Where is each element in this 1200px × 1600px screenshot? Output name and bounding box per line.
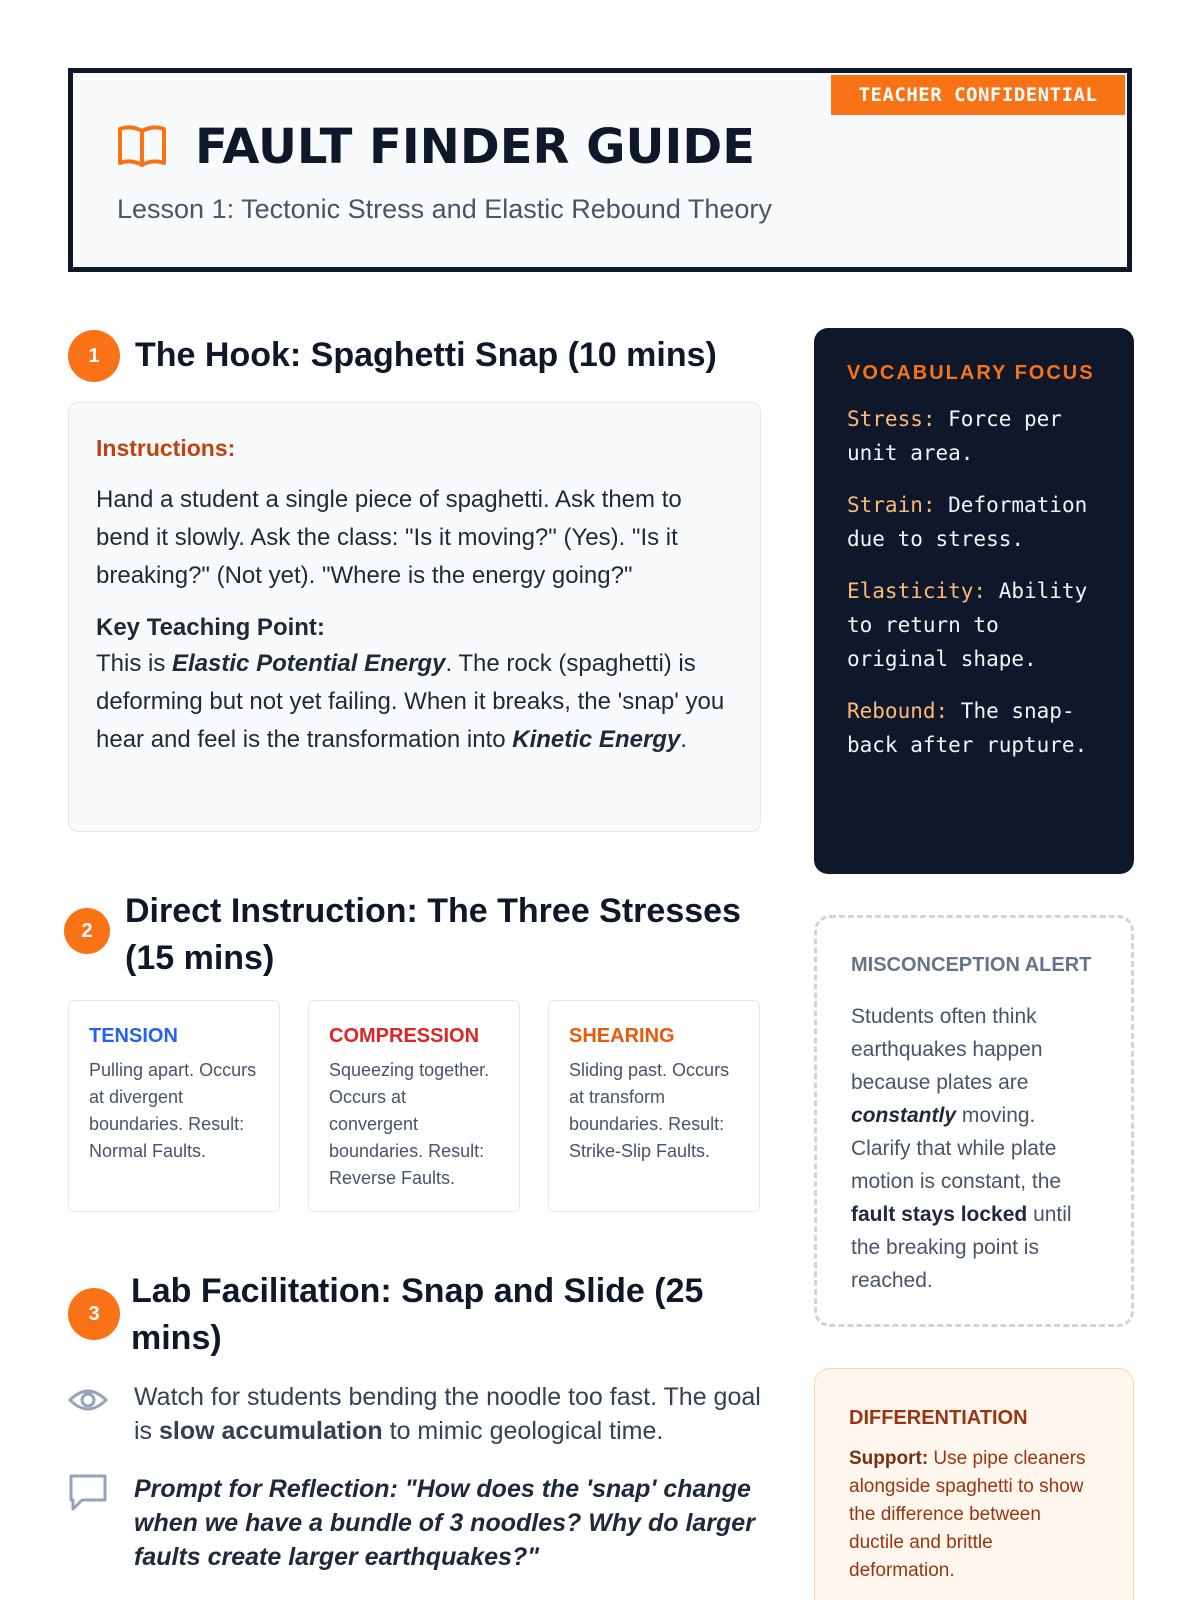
stress-title: TENSION [89,1025,178,1047]
page-title: FAULT FINDER GUIDE [195,119,756,175]
vocab-item-strain: Strain: Deformation due to stress. [847,493,1088,551]
vocabulary-panel [814,328,1134,874]
differentiation-panel [814,1368,1134,1600]
stress-card-tension [68,1000,280,1212]
section-1-title: The Hook: Spaghetti Snap (10 mins) [135,336,717,374]
instructions-text: Hand a student a single piece of spaghetti. Ask them to bend it slowly. Ask the class: "Is it moving?" (Yes). "Is it breaking?" (Not yet). "Where is the energy going?" [96,486,682,589]
hook-instructions-card [68,402,761,832]
misconception-alert [814,915,1134,1327]
watch-text: Watch for students bending the noodle too fast. The goal is slow accumulation to mimic geological time. [134,1383,761,1445]
reflection-prompt-text: Prompt for Reflection: "How does the 'snap' change when we have a bundle of 3 noodles? Why do larger faults create larger earthquakes?" [134,1475,755,1571]
vocab-item-stress: Stress: Force per unit area. [847,407,1062,465]
teacher-confidential-badge: TEACHER CONFIDENTIAL [831,75,1125,115]
stress-description: Squeezing together. Occurs at convergent boundaries. Result: Reverse Faults. [329,1060,490,1188]
stress-card-shearing [548,1000,760,1212]
stress-description: Pulling apart. Occurs at divergent boundaries. Result: Normal Faults. [89,1060,257,1161]
eye-icon [68,1380,108,1420]
vocab-item-elasticity: Elasticity: Ability to return to original shape. [847,579,1088,671]
vocabulary-title: VOCABULARY FOCUS [847,362,1095,384]
slow-accumulation-emphasis: slow accumulation [159,1417,383,1445]
guide-header [68,68,1132,272]
differentiation-title: DIFFERENTIATION [849,1407,1028,1429]
step-2-badge: 2 [64,908,110,954]
kinetic-energy-term: Kinetic Energy [512,726,681,753]
book-icon [117,125,167,171]
key-point-text: This is Elastic Potential Energy. The rock (spaghetti) is deforming but not yet failing. When it breaks, the 'snap' you hear and feel is the transformation into Kinetic Energy. [96,650,725,753]
stress-title: COMPRESSION [329,1025,480,1047]
lab-reflection-prompt [68,1472,768,1582]
lab-watch-note [68,1380,768,1456]
instructions-label: Instructions: [96,435,236,461]
section-3-title: Lab Facilitation: Snap and Slide (25 mins) [131,1272,704,1357]
page-subtitle: Lesson 1: Tectonic Stress and Elastic Rebound Theory [117,194,772,224]
stress-card-compression [308,1000,520,1212]
misconception-title: MISCONCEPTION ALERT [851,954,1092,976]
elastic-potential-energy-term: Elastic Potential Energy [172,650,446,677]
differentiation-text: Support: Use pipe cleaners alongside spaghetti to show the difference between ductile and brittle deformation. [849,1448,1086,1581]
misconception-text: Students often think earthquakes happen because plates are constantly moving. Clarify that while plate motion is constant, the fault stays locked until the breaking point is reached. [851,1005,1072,1292]
stress-title: SHEARING [569,1025,675,1047]
key-point-label: Key Teaching Point: [96,614,325,641]
section-2-title: Direct Instruction: The Three Stresses (15 mins) [125,892,741,977]
stress-description: Sliding past. Occurs at transform boundaries. Result: Strike-Slip Faults. [569,1060,730,1161]
step-1-badge: 1 [68,330,120,382]
step-3-badge: 3 [68,1288,120,1340]
speech-bubble-icon [68,1472,108,1512]
vocab-item-rebound: Rebound: The snap-back after rupture. [847,699,1088,757]
